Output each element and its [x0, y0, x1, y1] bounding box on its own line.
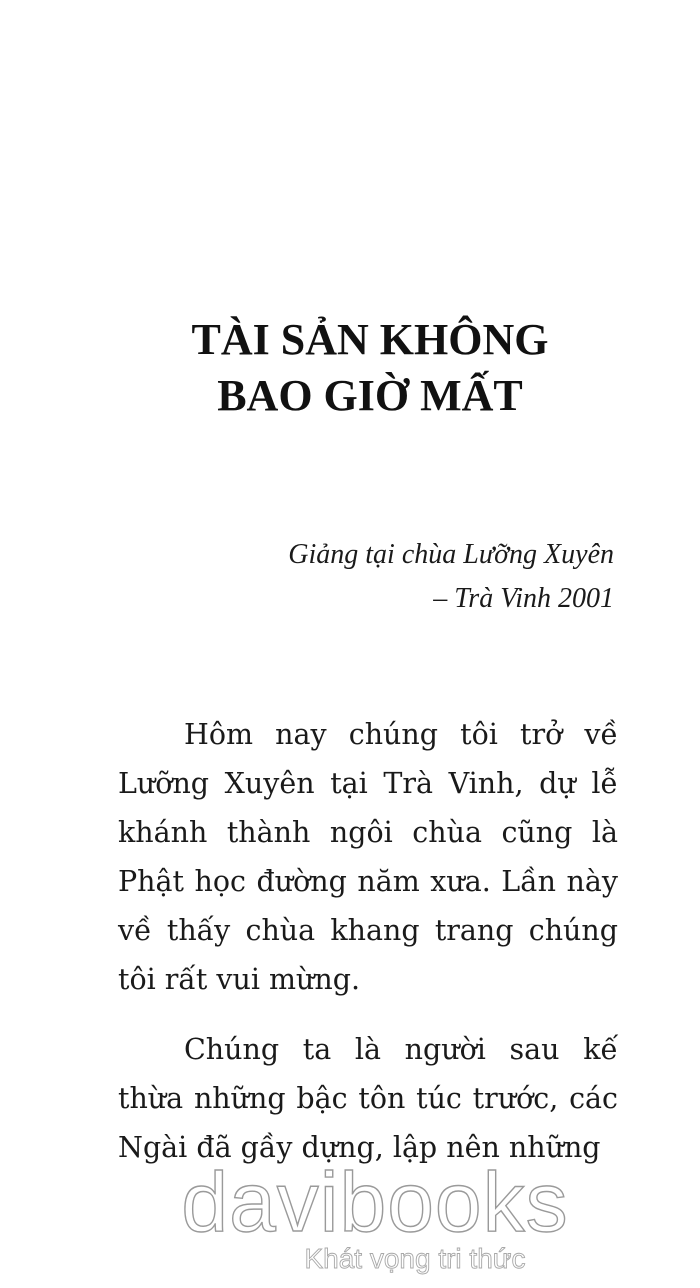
watermark-tagline: Khát vọng tri thức: [304, 1243, 526, 1274]
chapter-title-line-2: BAO GIỜ MẤT: [217, 371, 523, 420]
lecture-location-line-2: – Trà Vinh 2001: [433, 583, 614, 614]
chapter-title-line-1: TÀI SẢN KHÔNG: [191, 315, 549, 364]
body-paragraph-1: Hôm nay chúng tôi trở về Lưỡng Xuyên tại Trà Vinh, dự lễ khánh thành ngôi chùa cũng là Phật học đường năm xưa. Lần này về thấy chùa khang trang chúng tôi rất vui mừng.: [118, 718, 618, 996]
body-paragraph-2: Chúng ta là người sau kế thừa những bậc tôn túc trước, các Ngài đã gầy dựng, lập nên những: [118, 1033, 618, 1164]
publisher-watermark: [0, 1155, 700, 1276]
watermark-logo-text: davibooks: [181, 1155, 569, 1249]
lecture-location-line-1: Giảng tại chùa Lưỡng Xuyên: [288, 539, 614, 570]
